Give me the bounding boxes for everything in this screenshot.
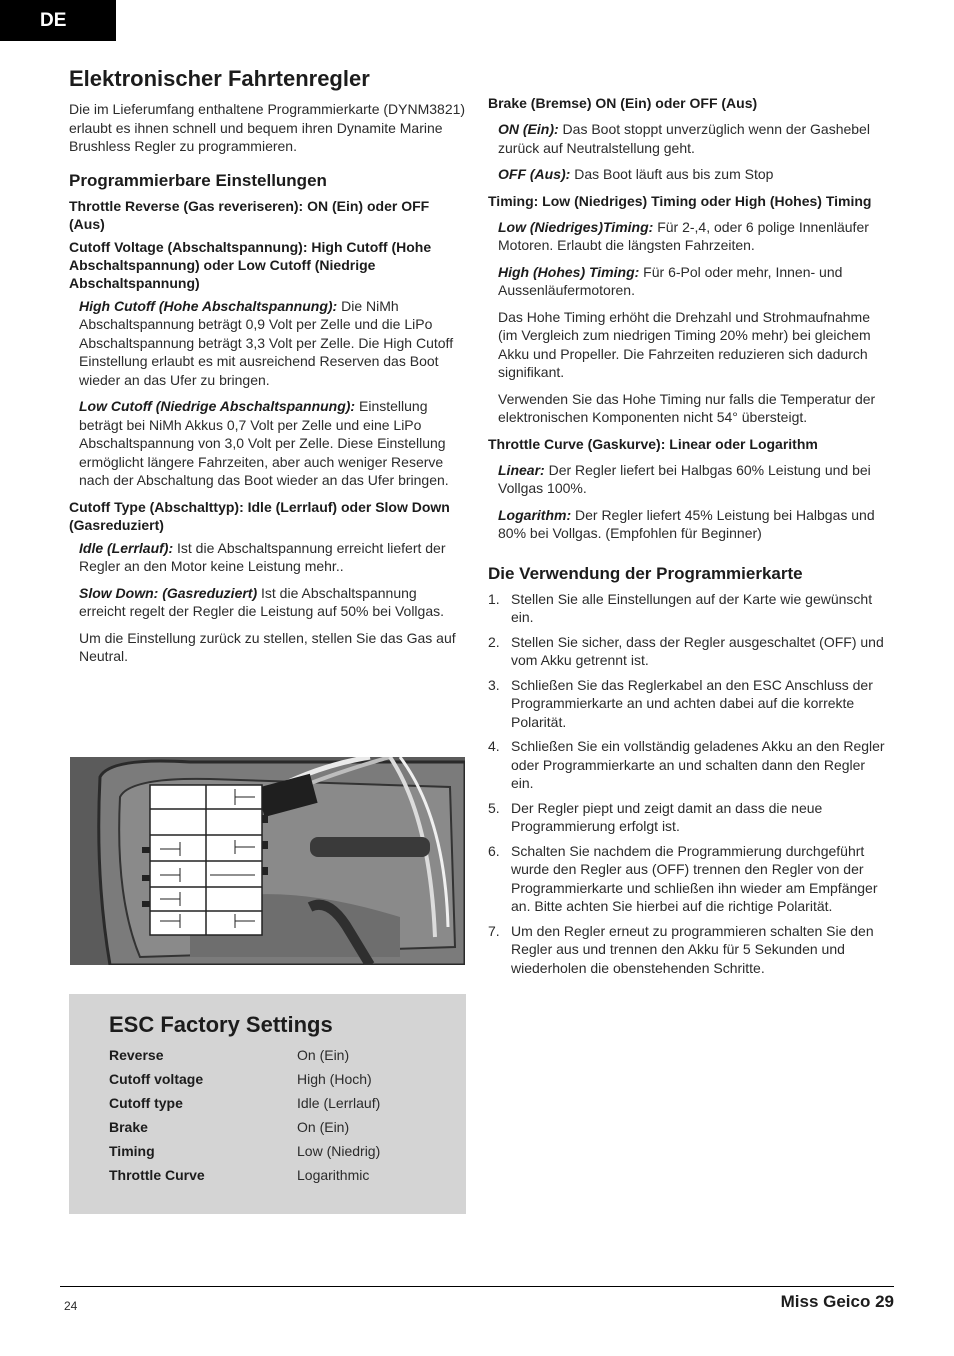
low-cutoff-paragraph	[69, 397, 466, 490]
step-text: Schließen Sie ein vollständig geladenes Akku an den Regler oder Programmierkarte an und schalten dann den Regler ein.	[511, 738, 885, 791]
idle-text: Ist die Abschaltspannung erreicht liefert der Regler an den Motor keine Leistung mehr..	[79, 539, 446, 574]
settings-key: Cutoff voltage	[109, 1071, 204, 1087]
list-item	[488, 799, 886, 836]
step-number: 2.	[488, 633, 500, 650]
step-text: Stellen Sie sicher, dass der Regler ausgeschaltet (OFF) und vom Akku getrennt ist.	[511, 633, 884, 668]
linear-paragraph	[488, 461, 886, 498]
step-number: 5.	[488, 799, 500, 816]
timing-note-paragraph: Das Hohe Timing erhöht die Drehzahl und Strohmaufnahme (im Vergleich zum niedrigen Timing 20% mehr) bei gleichem Akku und Propeller. Die Fahrzeiten reduzieren sich dadurch signifikant.	[498, 308, 871, 380]
list-item	[488, 842, 886, 916]
settings-row	[109, 1046, 439, 1070]
settings-value: Idle (Lerrlauf)	[297, 1095, 381, 1111]
brake-on-text: Das Boot stoppt unverzüglich wenn der Gashebel zurück auf Neutralstellung geht.	[498, 121, 870, 156]
settings-title: ESC Factory Settings	[109, 1012, 333, 1037]
settings-key: Cutoff type	[109, 1095, 183, 1111]
cutoff-voltage-heading: Cutoff Voltage (Abschaltspannung): High Cutoff (Hohe Abschaltspannung) oder Low Cutoff (Niedrige Abschaltspannung)	[69, 238, 432, 291]
settings-row	[109, 1094, 439, 1118]
settings-value: Low (Niedrig)	[297, 1143, 381, 1159]
programming-card-photo	[70, 757, 465, 965]
high-cutoff-paragraph	[69, 297, 466, 390]
brake-on-lead: ON (Ein):	[498, 121, 559, 137]
settings-key: Throttle Curve	[109, 1167, 205, 1183]
settings-value: Logarithmic	[297, 1167, 370, 1183]
settings-value: High (Hoch)	[297, 1071, 372, 1087]
settings-row	[109, 1118, 439, 1142]
reset-paragraph: Um die Einstellung zurück zu stellen, stellen Sie das Gas auf Neutral.	[79, 629, 456, 664]
low-timing-lead: Low (Niedriges)Timing:	[498, 218, 654, 235]
settings-key: Timing	[109, 1143, 155, 1159]
settings-row	[109, 1070, 439, 1094]
section-title-settings: Programmierbare Einstellungen	[69, 170, 327, 190]
logarithm-paragraph	[488, 506, 886, 543]
low-cutoff-lead: Low Cutoff (Niedrige Abschaltspannung):	[79, 398, 356, 414]
linear-text: Der Regler liefert bei Halbgas 60% Leistung und bei Vollgas 100%.	[498, 461, 871, 496]
step-number: 1.	[488, 590, 500, 607]
intro-paragraph: Die im Lieferumfang enthaltene Programmierkarte (DYNM3821) erlaubt es ihnen schnell und bequem ihren Dynamite Marine Brushless Regler zu programmieren.	[69, 101, 466, 154]
footer-divider	[60, 1286, 894, 1287]
cutoff-type-heading: Cutoff Type (Abschalttyp): Idle (Lerrlauf) oder Slow Down (Gasreduziert)	[69, 498, 450, 533]
list-item	[488, 922, 886, 978]
logarithm-text: Der Regler liefert 45% Leistung bei Halbgas und 80% bei Vollgas. (Empfohlen für Beginner)	[498, 506, 875, 541]
language-tab: DE	[0, 0, 116, 41]
high-timing-lead: High (Hohes) Timing:	[498, 263, 640, 280]
high-timing-text: Für 6-Pol oder mehr, Innen- und Aussenläufermotoren.	[498, 263, 843, 298]
left-column	[69, 66, 466, 674]
step-text: Schließen Sie das Reglerkabel an den ESC Anschluss der Programmierkarte an und achten dabei auf die korrekte Polarität.	[511, 676, 873, 730]
list-item	[488, 737, 886, 793]
step-text: Der Regler piept und zeigt damit an dass die neue Programmierung erfolgt ist.	[511, 799, 823, 834]
idle-lead: Idle (Lerrlauf):	[79, 539, 174, 556]
list-item	[488, 676, 886, 732]
settings-key: Reverse	[109, 1047, 164, 1063]
slow-down-lead: Slow Down: (Gasreduziert)	[79, 584, 258, 601]
throttle-reverse-heading: Throttle Reverse (Gas reveriseren): ON (Ein) oder OFF (Aus)	[69, 197, 430, 232]
settings-row	[109, 1166, 439, 1190]
idle-paragraph	[69, 539, 466, 576]
brake-off-paragraph	[488, 165, 886, 184]
low-timing-paragraph	[488, 218, 886, 255]
step-number: 4.	[488, 738, 500, 754]
step-text: Um den Regler erneut zu programmieren schalten Sie den Regler aus und trennen den Akku für 5 Sekunden und wiederholen die obenstehenden Schritte.	[511, 922, 874, 976]
low-timing-text: Für 2-,4, oder 6 polige Innenläufer Motoren. Erlaubt die längsten Fahrzeiten.	[498, 218, 869, 253]
settings-value: On (Ein)	[297, 1119, 350, 1135]
brake-on-paragraph	[488, 120, 886, 157]
usage-steps-list	[488, 590, 886, 978]
low-cutoff-text: Einstellung beträgt bei NiMh Akkus 0,7 Volt per Zelle und eine LiPo Abschaltspannung von 3,0 Volt per Zelle. Diese Einstellung ermöglicht längere Fahrzeiten, aber auch weniger Reserve nach der Abschaltung das Boot wieder an das Ufer bringen.	[79, 398, 449, 488]
timing-warning-paragraph: Verwenden Sie das Hohe Timing nur falls die Temperatur der elektronischen Komponenten nicht 54° übersteigt.	[498, 390, 876, 425]
high-cutoff-lead: High Cutoff (Hohe Abschaltspannung):	[79, 297, 338, 314]
step-text: Schalten Sie nachdem die Programmierung durchgeführt wurde den Regler aus (OFF) trennen den Regler von der Programmierkarte und schließen ihn wieder am Empfänger an. Bitte achten Sie hierbei auf die richtige Polarität.	[511, 842, 878, 914]
throttle-curve-heading: Throttle Curve (Gaskurve): Linear oder Logarithm	[488, 435, 818, 452]
high-timing-paragraph	[488, 263, 886, 300]
high-cutoff-text: Die NiMh Abschaltspannung beträgt 0,9 Volt per Zelle und die LiPo Abschaltspannung beträgt 3,3 Volt per Zelle. Die High Cutoff Einstellung erlaubt es mit ausreichend Reserven das Boot wieder an das Ufer zu bringen.	[79, 297, 454, 388]
settings-key: Brake	[109, 1119, 148, 1135]
slow-down-paragraph	[69, 584, 466, 621]
page-number: 24	[64, 1299, 78, 1313]
brake-off-text: Das Boot läuft aus bis zum Stop	[570, 166, 774, 182]
programming-card-illustration	[70, 757, 465, 965]
list-item	[488, 633, 886, 670]
step-number: 6.	[488, 842, 500, 859]
footer-title: Miss Geico 29	[780, 1292, 894, 1311]
brake-off-lead: OFF (Aus):	[498, 166, 571, 182]
list-item	[488, 590, 886, 627]
linear-lead: Linear:	[498, 461, 545, 478]
step-text: Stellen Sie alle Einstellungen auf der Karte wie gewünscht ein.	[511, 590, 873, 625]
esc-factory-settings-box	[69, 994, 466, 1214]
timing-heading: Timing: Low (Niedriges) Timing oder High (Hohes) Timing	[488, 192, 872, 209]
page-title: Elektronischer Fahrtenregler	[69, 66, 370, 91]
right-column	[488, 94, 886, 983]
logarithm-lead: Logarithm:	[498, 506, 572, 523]
usage-section-title: Die Verwendung der Programmierkarte	[488, 563, 803, 583]
slow-down-text: Ist die Abschaltspannung erreicht regelt der Regler die Leistung auf 50% bei Vollgas.	[79, 584, 444, 619]
settings-row	[109, 1142, 439, 1166]
settings-value: On (Ein)	[297, 1047, 350, 1063]
step-number: 7.	[488, 922, 500, 939]
brake-heading: Brake (Bremse) ON (Ein) oder OFF (Aus)	[488, 95, 758, 111]
step-number: 3.	[488, 676, 500, 693]
